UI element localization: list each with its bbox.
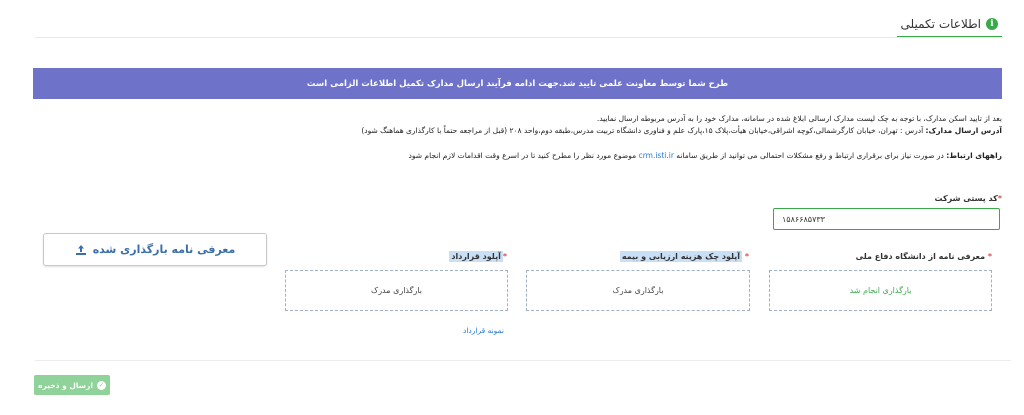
notice-text: طرح شما توسط معاونت علمی تایید شد.جهت ادامه فرآیند ارسال مدارک تکمیل اطلاعات الزامی است [306, 78, 729, 89]
required-mark: * [997, 194, 1002, 203]
notice-banner [33, 68, 1002, 99]
address-text: آدرس : تهران، خیابان کارگرشمالی،کوچه اشراقی،خیابان هیأت،پلاک ۱۵،پارک علم و فناوری دانشگاه تربیت مدرس،طبقه دوم،واحد ۲۰۸ (قبل از مراجعه حتماً با کارگذاری هماهنگ شود) [361, 126, 926, 135]
crm-link[interactable]: crm.isti.ir [638, 151, 674, 160]
upload-icon [75, 244, 87, 256]
dropzone-status: بارگذاری مدرک [371, 286, 422, 295]
address-line [361, 126, 1002, 135]
tab-label: اطلاعات تکمیلی [900, 17, 981, 31]
dropzone-defense-letter[interactable] [769, 270, 992, 311]
contact-label: راههای ارتباط: [946, 151, 1002, 160]
divider [35, 360, 1011, 361]
required-mark: * [987, 252, 992, 261]
upload-label-text: آپلود قرارداد [451, 252, 501, 261]
dropzone-check[interactable] [526, 270, 750, 311]
intro-button-label: معرفی نامه بارگذاری شده [92, 243, 236, 256]
contact-line [409, 151, 1002, 160]
address-label: آدرس ارسال مدارک: [925, 126, 1002, 135]
dropzone-status: بارگذاری مدرک [612, 286, 664, 295]
divider [35, 37, 1003, 38]
sample-contract-link[interactable]: نمونه قرارداد [463, 326, 504, 335]
dropzone-status: بارگذاری انجام شد [849, 286, 912, 295]
info-icon: i [986, 18, 998, 30]
postal-label-text: کد پستی شرکت [934, 194, 998, 203]
submit-save-button[interactable] [34, 375, 110, 395]
upload-label-defense-letter [856, 252, 992, 261]
submit-label: ارسال و ذخیره [38, 380, 93, 390]
contact-post: موضوع مورد نظر را مطرح کنید تا در اسرع وقت اقدامات لازم انجام شود [408, 151, 639, 160]
upload-label-text: آپلود چک هزینه ارزیابی و بیمه [621, 252, 741, 261]
postal-code-value: ۱۵۸۶۶۸۵۷۳۳ [782, 214, 825, 224]
tab-additional-info[interactable] [897, 12, 1002, 38]
tab-bar [0, 0, 1024, 38]
upload-label-check [620, 252, 749, 261]
postal-code-label [935, 194, 1003, 203]
postal-code-input[interactable] [773, 208, 1000, 230]
instruction-line: بعد از تایید اسکن مدارک، با توجه به چک لیست مدارک ارسالی ابلاغ شده در سامانه، مدارک خود را به آدرس مربوطه ارسال نمایید. [596, 114, 1002, 123]
dropzone-contract[interactable] [285, 270, 508, 311]
upload-label-contract [449, 252, 507, 261]
required-mark: * [744, 252, 749, 261]
upload-label-text: معرفی نامه از دانشگاه دفاع ملی [855, 252, 986, 261]
contact-pre: در صورت نیاز برای برقراری ارتباط و رفع مشکلات احتمالی می توانید از طریق سامانه [673, 151, 947, 160]
uploaded-intro-letter-button[interactable] [43, 233, 267, 266]
required-mark: * [502, 252, 507, 261]
check-circle-icon: ✓ [98, 381, 105, 389]
